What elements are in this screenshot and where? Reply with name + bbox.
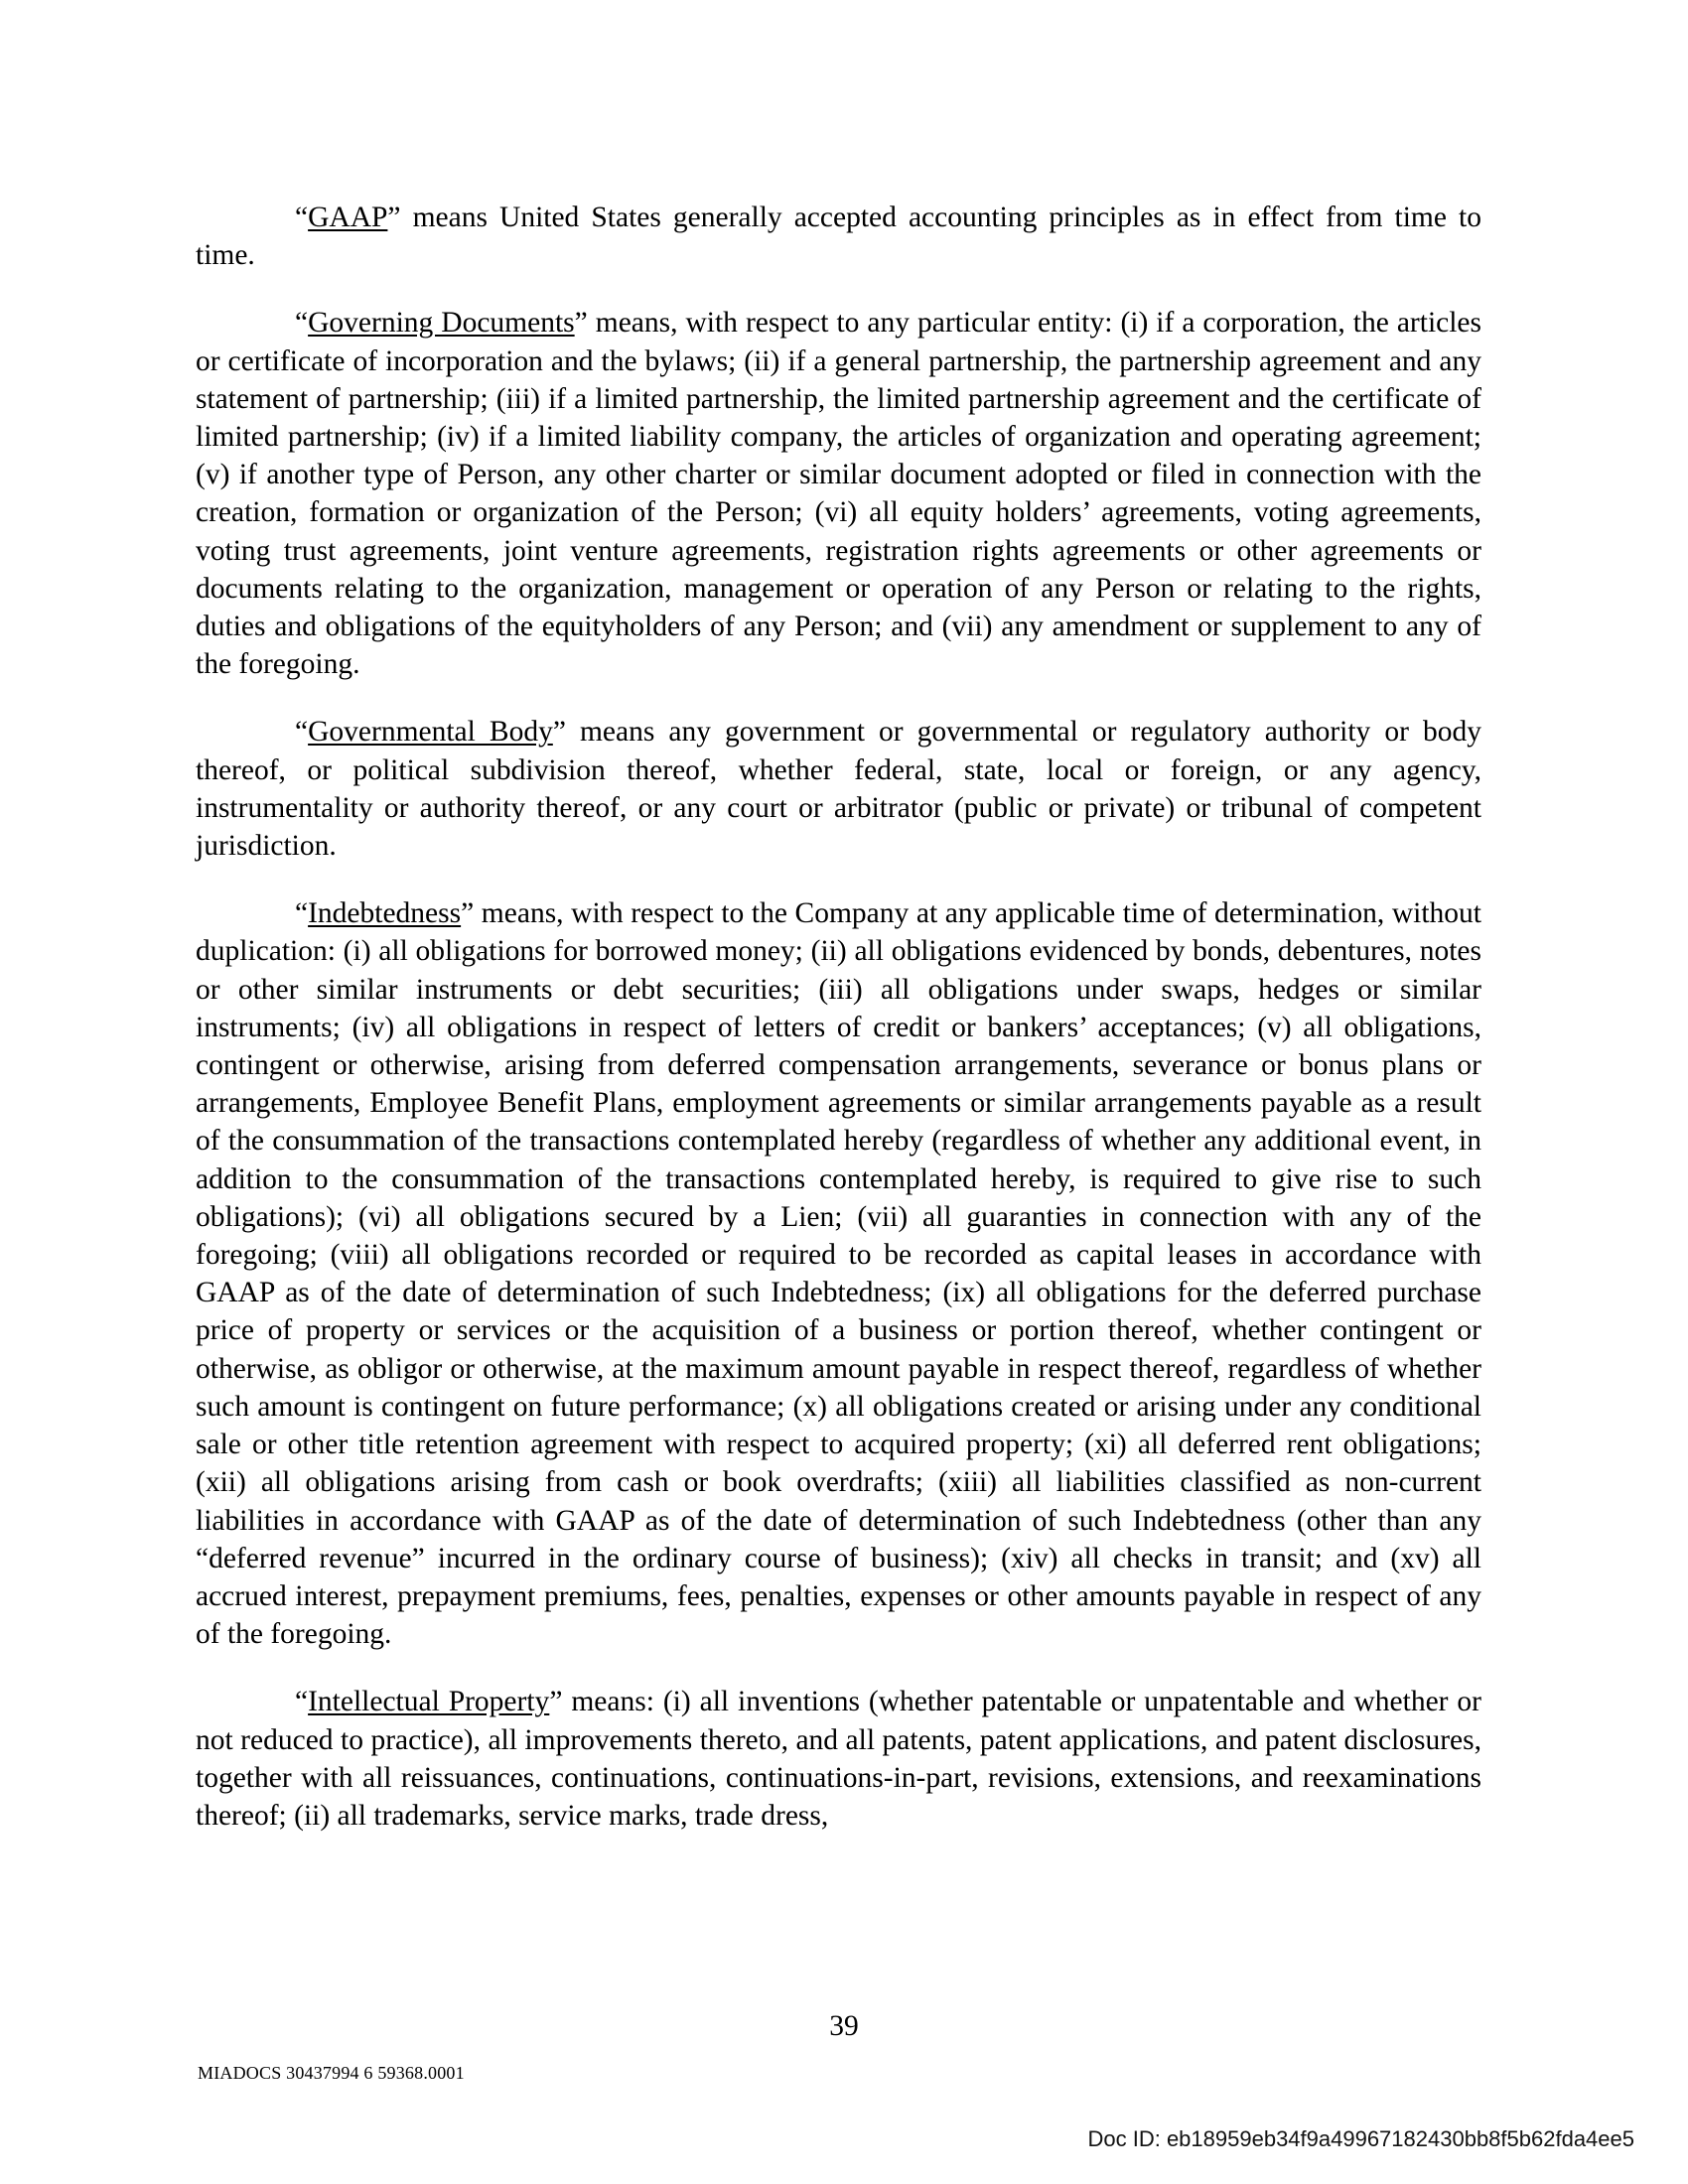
defined-term: GAAP — [308, 202, 388, 233]
definition-text: ” means any government or governmental or regulatory authority or body thereof, or political subdivision thereof, whether federal, state, local or foreign, or any agency, instrumentality or authority thereof, or any court or arbitrator (public or private) or tribunal of competent jurisdiction. — [196, 716, 1481, 863]
defined-term: Intellectual Property — [308, 1686, 550, 1718]
definition-text: ” means, with respect to any particular entity: (i) if a corporation, the articles or certificate of incorporation and the bylaws; (ii) if a general partnership, the partnership agreement and any statement of partnership; (iii) if a limited partnership, the limited partnership agreement and the certificate of limited partnership; (iv) if a limited liability company, the articles of organization and operating agreement; (v) if another type of Person, any other charter or similar document adopted or filed in connection with the creation, formation or organization of the Person; (vi) all equity holders’ agreements, voting agreements, voting trust agreements, joint venture agreements, registration rights agreements or other agreements or documents relating to the organization, management or operation of any Person or relating to the rights, duties and obligations of the equityholders of any Person; and (vii) any amendment or supplement to any of the foregoing. — [196, 307, 1482, 681]
definition-indebtedness — [196, 894, 1481, 1653]
defined-term: Governmental Body — [308, 716, 553, 749]
definition-text: ” means, with respect to the Company at any applicable time of determination, without duplication: (i) all obligations for borrowed money; (ii) all obligations evidenced by bonds, debentures, notes or other similar instruments or debt securities; (iii) all obligations under swaps, hedges or similar instruments; (iv) all obligations in respect of letters of credit or bankers’ acceptances; (v) all obligations, contingent or otherwise, arising from deferred compensation arrangements, severance or bonus plans or arrangements, Employee Benefit Plans, employment agreements or similar arrangements payable as a result of the consummation of the transactions contemplated hereby (regardless of whether any additional event, in addition to the consummation of the transactions contemplated hereby, is required to give rise to such obligations); (vi) all obligations secured by a Lien; (vii) all guaranties in connection with any of the foregoing; (viii) all obligations recorded or required to be recorded as capital leases in accordance with GAAP as of the date of determination of such Indebtedness; (ix) all obligations for the deferred purchase price of property or services or the acquisition of a business or portion thereof, whether contingent or otherwise, as obligor or otherwise, at the maximum amount payable in respect thereof, regardless of whether such amount is contingent on future performance; (x) all obligations created or arising under any conditional sale or other title retention agreement with respect to acquired property; (xi) all deferred rent obligations; (xii) all obligations arising from cash or book overdrafts; (xiii) all liabilities classified as non-current liabilities in accordance with GAAP as of the date of determination of such Indebtedness (other than any “deferred revenue” incurred in the ordinary course of business); (xiv) all checks in transit; and (xv) all accrued interest, prepayment premiums, fees, penalties, expenses or other amounts payable in respect of any of the foregoing. — [196, 897, 1481, 1651]
definition-text: ” means: (i) all inventions (whether patentable or unpatentable and whether or not reduced to practice), all improvements thereto, and all patents, patent applications, and patent disclosures, together with all reissuances, continuations, continuations-in-part, revisions, extensions, and reexaminations thereof; (ii) all trademarks, service marks, trade dress, — [196, 1686, 1482, 1832]
definitions-body — [196, 199, 1481, 1864]
open-quote: “ — [295, 307, 309, 340]
definition-text: ” means United States generally accepted accounting principles as in effect from time to time. — [196, 202, 1481, 272]
open-quote: “ — [295, 716, 309, 749]
defined-term: Governing Documents — [308, 307, 575, 340]
definition-governmental-body — [196, 713, 1481, 865]
definition-gaap — [196, 199, 1481, 274]
defined-term: Indebtedness — [308, 897, 462, 930]
definition-intellectual-property — [196, 1683, 1481, 1835]
doc-id-stamp: Doc ID: eb18959eb34f9a49967182430bb8f5b62fda4ee5 — [1087, 2126, 1634, 2151]
open-quote: “ — [295, 897, 309, 930]
page-number: 39 — [829, 2010, 859, 2042]
definition-governing-documents — [196, 304, 1481, 683]
document-code: MIADOCS 30437994 6 59368.0001 — [198, 2063, 465, 2083]
open-quote: “ — [295, 1686, 309, 1718]
open-quote: “ — [295, 202, 309, 233]
